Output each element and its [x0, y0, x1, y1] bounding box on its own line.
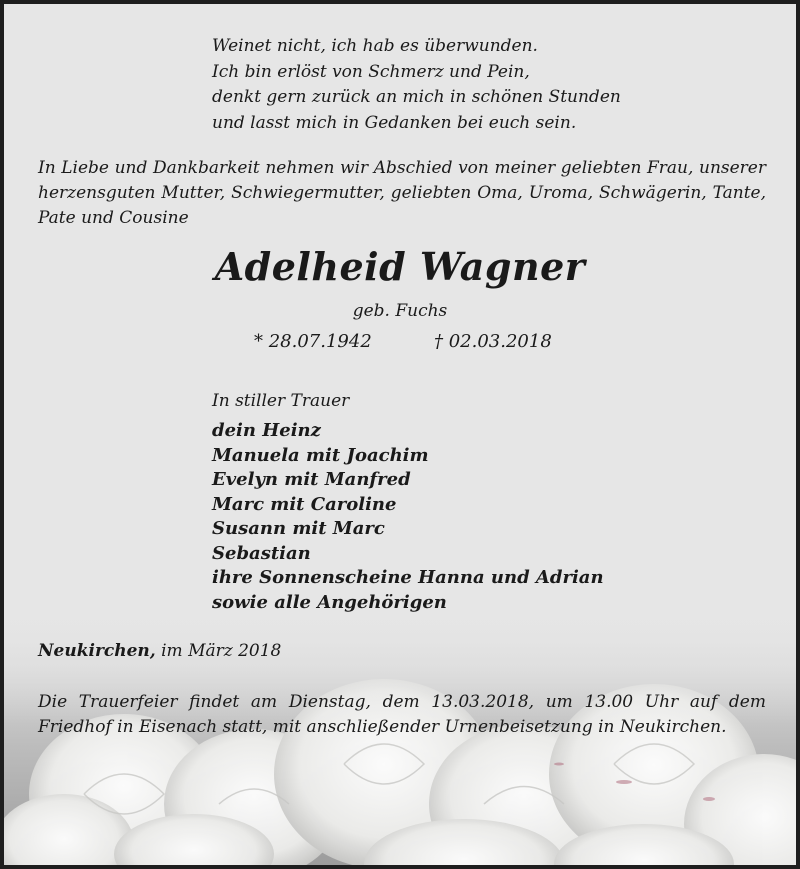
deceased-name: Adelheid Wagner — [214, 244, 586, 289]
death-date: † 02.03.2018 — [434, 331, 552, 352]
mourner: Susann mit Marc — [212, 518, 385, 539]
mourner: dein Heinz — [212, 420, 321, 441]
poem-line: Weinet nicht, ich hab es überwunden. — [212, 36, 538, 56]
mourner: ihre Sonnenscheine Hanna und Adrian — [212, 567, 604, 588]
place-month: im März 2018 — [155, 641, 282, 661]
mourner: Manuela mit Joachim — [212, 444, 429, 466]
poem-line: und lasst mich in Gedanken bei euch sein. — [212, 112, 577, 133]
place-date — [38, 641, 281, 661]
sorrow-heading: In stiller Trauer — [212, 391, 350, 411]
place-town: Neukirchen, — [38, 641, 156, 661]
mourners-list — [212, 419, 604, 615]
mourner: Marc mit Caroline — [212, 493, 397, 515]
ceremony-details: Die Trauerfeier findet am Dienstag, dem 13.03.2018, um 13.00 Uhr auf dem Friedhof in Eisenach statt, mit anschließender Urnenbeisetzung in Neukirchen. — [38, 692, 766, 737]
maiden-name: geb. Fuchs — [352, 301, 448, 321]
birth-date: * 28.07.1942 — [254, 331, 372, 352]
farewell-intro: In Liebe und Dankbarkeit nehmen wir Abschied von meiner geliebten Frau, unserer herzensguten Mutter, Schwiegermutter, geliebten Oma, Uroma, Schwägerin, Tante, Pate und Cousine — [38, 158, 766, 228]
mourner: sowie alle Angehörigen — [212, 591, 447, 613]
mourner: Sebastian — [212, 542, 311, 564]
poem-line: denkt gern zurück an mich in schönen Stunden — [212, 87, 621, 107]
poem-line: Ich bin erlöst von Schmerz und Pein, — [212, 61, 530, 82]
poem — [212, 34, 621, 136]
mourner: Evelyn mit Manfred — [212, 469, 411, 490]
